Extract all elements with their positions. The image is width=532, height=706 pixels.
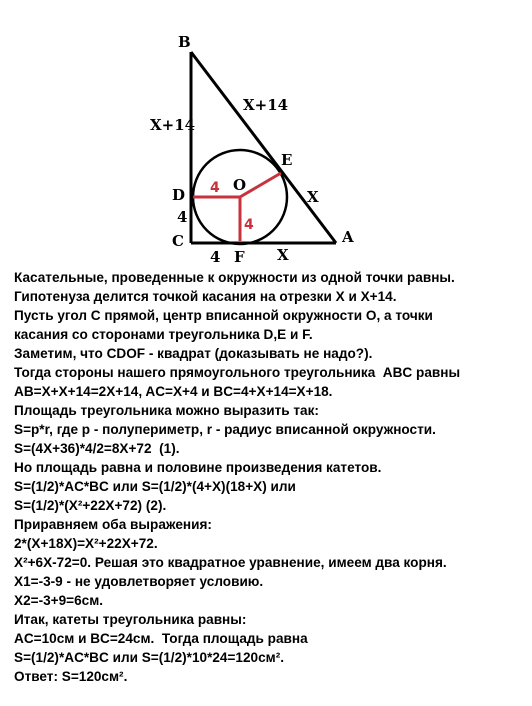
text-line: Пусть угол C прямой, центр вписанной окружности O, а точки [14, 308, 433, 323]
text-line: касания со сторонами треугольника D,E и F. [14, 327, 313, 342]
label-b: B [178, 33, 191, 51]
label-of: 4 [244, 217, 254, 233]
text-line: Итак, катеты треугольника равны: [14, 612, 247, 627]
text-line: X²+6X-72=0. Решая это квадратное уравнение, имеем два корня. [14, 555, 447, 570]
text-line: Гипотенуза делится точкой касания на отрезки X и X+14. [14, 289, 397, 304]
label-e: E [281, 151, 293, 169]
text-line: Тогда стороны нашего прямоугольного треугольника ABC равны [14, 365, 461, 380]
text-line: S=(1/2)*AC*BC или S=(1/2)*10*24=120см². [14, 650, 285, 665]
label-fa: X [277, 246, 289, 264]
label-f: F [234, 248, 245, 266]
label-bd: X+14 [150, 116, 196, 134]
text-line: Заметим, что CDOF - квадрат (доказывать не надо?). [14, 346, 373, 361]
text-line: AB=X+X+14=2X+14, AC=X+4 и BC=4+X+14=X+18. [14, 384, 333, 399]
label-cf: 4 [210, 248, 221, 266]
text-line: S=p*r, где p - полупериметр, r - радиус вписанной окружности. [14, 422, 436, 437]
text-line: Ответ: S=120см². [14, 669, 128, 684]
text-line: Касательные, проведенные к окружности из одной точки равны. [14, 270, 455, 285]
label-d: D [172, 186, 186, 204]
radius-oe [240, 173, 281, 197]
side-ab [191, 52, 336, 243]
text-line: Приравняем оба выражения: [14, 517, 212, 532]
label-ea: X [307, 188, 319, 206]
text-line: X1=-3-9 - не удовлетворяет условию. [14, 574, 264, 589]
label-a: A [342, 228, 354, 246]
label-be: X+14 [243, 96, 289, 114]
text-line: Площадь треугольника можно выразить так: [14, 403, 319, 418]
label-c: C [172, 232, 184, 250]
text-line: X2=-3+9=6см. [14, 593, 104, 608]
label-od: 4 [210, 180, 220, 196]
text-line: 2*(X+18X)=X²+22X+72. [14, 536, 158, 551]
triangle-diagram [0, 0, 532, 270]
text-line: AC=10см и BC=24см. Тогда площадь равна [14, 631, 308, 646]
label-dc: 4 [177, 208, 188, 226]
label-o: O [233, 176, 247, 194]
text-line: Но площадь равна и половине произведения катетов. [14, 460, 382, 475]
text-line: S=(4X+36)*4/2=8X+72 (1). [14, 441, 180, 456]
text-line: S=(1/2)*(X²+22X+72) (2). [14, 498, 167, 513]
text-line: S=(1/2)*AC*BC или S=(1/2)*(4+X)(18+X) или [14, 479, 296, 494]
solution-text [14, 268, 526, 686]
